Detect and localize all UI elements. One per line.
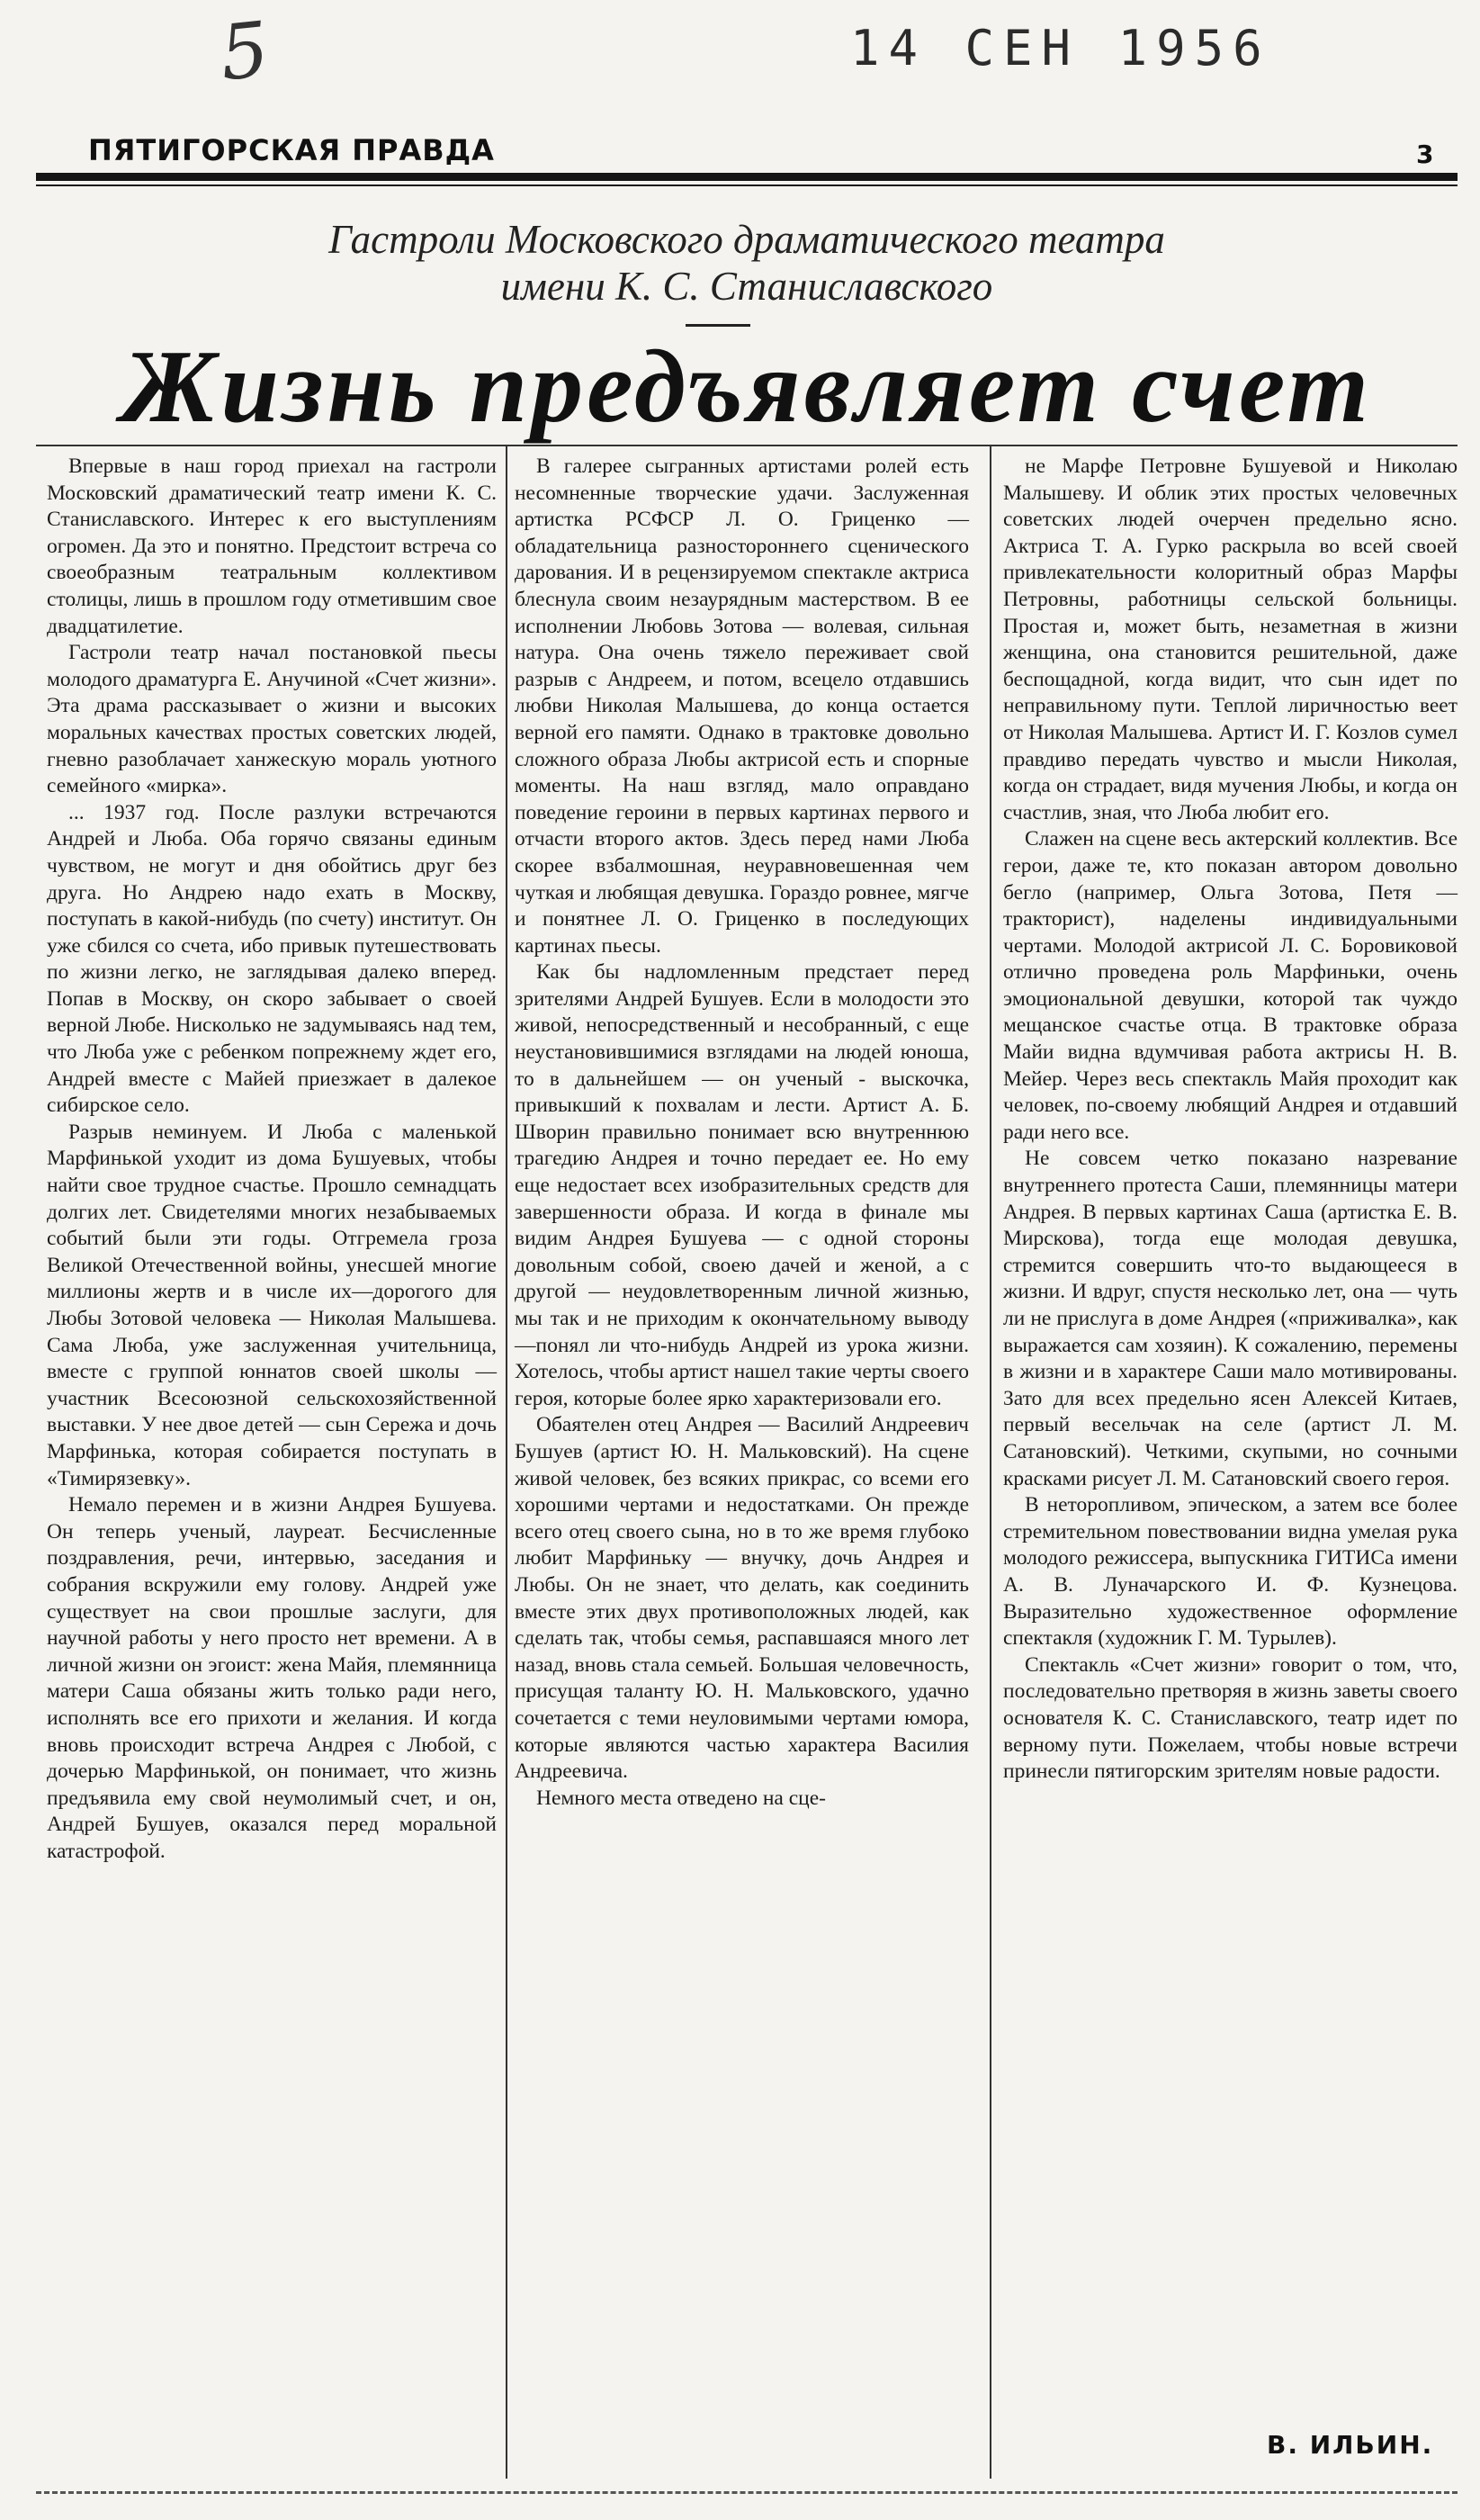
article-paragraph: Не совсем четко показано назревание внутреннего протеста Саши, племянницы матери Андрея. В первых картинах Саша (артистка Е. В. Мирскова), тогда еще молодая девушка, стремится совершить что-то выдающееся в жизни. И вдруг, спустя несколько лет, она — чуть ли не прислуга в доме Андрея («приживалка», как выражается сам хозяин). К сожалению, перемены в жизни и в характере Саши мало мотивированы. Зато для всех предельно ясен Алексей Китаев, первый весельчак на селе (артист Л. М. Сатановский). Четкими, скупыми, но сочными красками рисует Л. М. Сатановский своего героя. (1003, 1147, 1458, 1490)
article-paragraph: В галерее сыгранных артистами ролей есть несомненные творческие удачи. Заслуженная артистка РСФСР Л. О. Гриценко — обладательница разностороннего сценического дарования. И в рецензируемом спектакле актриса блеснула своим незаурядным мастерством. В ее исполнении Любовь Зотова — волевая, сильная натура. Она очень тяжело переживает свой разрыв с Андреем, и потом, всецело отдавшись любви Николая Малышева, до конца остается верной его памяти. Однако в трактовке довольно сложного образа Любы актрисой есть и спорные моменты. На наш взгляд, мало оправдано поведение героини в первых картинах первого и отчасти второго актов. Здесь перед нами Люба скорее взбалмошная, неуравновешенная чем чуткая и любящая девушка. Гораздо ровнее, мягче и понятнее Л. О. Гриценко в последующих картинах пьесы. (515, 454, 969, 958)
archive-number-mark: 5 (216, 4, 274, 98)
masthead-rule (36, 173, 1458, 181)
article-paragraph: Слажен на сцене весь актерский коллектив. Все герои, даже те, кто показан автором довольно бегло (например, Ольга Зотова, Петя — тракторист), наделены индивидуальными чертами. Молодой актрисой Л. С. Боровиковой отлично проведена роль Марфиньки, очень эмоциональной девушки, которой так чуждо мещанское счастье отца. В трактовке образа Майи видна вдумчивая работа актрисы Н. В. Мейер. Через весь спектакль Майя проходит как человек, по-своему любящий Андрея и отдавший ради него все. (1003, 827, 1458, 1144)
masthead-rule-thin (36, 184, 1458, 186)
article-headline: Жизнь предъявляет счет (121, 329, 1372, 445)
date-stamp: 14 СЕН 1956 (850, 20, 1271, 76)
page-number: 3 (1416, 140, 1434, 169)
newspaper-name: ПЯТИГОРСКАЯ ПРАВДА (88, 133, 495, 167)
article-column-1 (47, 454, 497, 1865)
article-paragraph: Как бы надломленным предстает перед зрителями Андрей Бушуев. Если в молодости это живой, непосредственный и несобранный, с еще неустановившимися взглядами на людей юноша, то в дальнейшем — он ученый - выскочка, привыкший к похвалам и лести. Артист А. Б. Шворин правильно понимает всю внутреннюю трагедию Андрея и точно передает ее. Но ему еще недостает всех изобразительных средств для завершенности образа. И когда в финале мы видим Андрея Бушуева — с одной стороны довольным собой, своею дачей и женой, а с другой — неудовлетворенным личной жизнью, мы так и не приходим к окончательному выводу—понял ли что-нибудь Андрей из урока жизни. Хотелось, чтобы артист нашел такие черты своего героя, которые более ярко характеризовали его. (515, 960, 969, 1410)
column-divider-2 (990, 446, 991, 2479)
bottom-decorative-rule (36, 2491, 1458, 2497)
article-paragraph: Гастроли театр начал постановкой пьесы молодого драматурга Е. Анучиной «Счет жизни». Эта драма рассказывает о жизни и высоких моральных качествах простых советских людей, гневно разоблачает ханжескую мораль уютного семейного «мирка». (47, 641, 497, 798)
article-paragraph: Обаятелен отец Андрея — Василий Андреевич Бушуев (артист Ю. Н. Мальковский). На сцене живой человек, без всяких прикрас, со всеми его хорошими чертами и недостатками. Он прежде всего отец своего сына, но в то же время глубоко любит Марфиньку — внучку, дочь Андрея и Любы. Он не знает, что делать, как соединить вместе этих двух противоположных людей, как сделать так, чтобы семья, распавшаяся много лет назад, вновь стала семьей. Большая человечность, присущая таланту Ю. Н. Мальковского, удачно сочетается с теми неуловимыми чертами юмора, которые являются частью характера Василия Андреевича. (515, 1413, 969, 1784)
article-paragraph: не Марфе Петровне Бушуевой и Николаю Малышеву. И облик этих простых человечных советских людей очерчен предельно ясно. Актриса Т. А. Гурко раскрыла во всей своей привлекательности колоритный образ Марфы Петровны, работницы сельской больницы. Простая и, может быть, незаметная в жизни женщина, она становится решительной, даже беспощадной, когда видит, что сын идет по неправильному пути. Теплой лиричностью веет от Николая Малышева. Артист И. Г. Козлов сумел правдиво передать чувство и мысли Николая, когда он страдает, видя мучения Любы, и когда он счастлив, зная, что Люба любит его. (1003, 454, 1458, 824)
article-paragraph: ... 1937 год. После разлуки встречаются Андрей и Люба. Оба горячо связаны единым чувством, не могут и дня обойтись друг без друга. Но Андрею надо ехать в Москву, поступать в какой-нибудь (по счету) институт. Он уже сбился со счета, ибо привык путешествовать по жизни легко, не заглядывая далеко вперед. Попав в Москву, он скоро забывает о своей верной Любе. Нисколько не задумываясь над тем, что Люба уже с ребенком попрежнему ждет его, Андрей вместе с Майей приезжает в далекое сибирское село. (47, 800, 497, 1118)
article-paragraph: Спектакль «Счет жизни» говорит о том, что, последовательно претворяя в жизнь заветы своего основателя К. С. Станиславского, театр идет по верному пути. Пожелаем, чтобы новые встречи принесли пятигорским зрителям новые радости. (1003, 1652, 1458, 1784)
column-divider-1 (506, 446, 507, 2479)
article-paragraph: Впервые в наш город приехал на гастроли Московский драматический театр имени К. С. Станиславского. Интерес к его выступлениям огромен. Да это и понятно. Предстоит встреча со своеобразным театральным коллективом столицы, лишь в прошлом году отметившим свое двадцатилетие. (47, 454, 497, 638)
article-paragraph: Немало перемен и в жизни Андрея Бушуева. Он теперь ученый, лауреат. Бесчисленные поздравления, речи, интервью, заседания и собрания вскружили ему голову. Андрей уже существует на свои прошлые заслуги, для научной работы у него просто нет времени. А в личной жизни он эгоист: жена Майя, племянница матери Саша обязаны жить только ради него, исполнять все его прихоти и желания. И когда вновь происходит встреча Андрея с Любой, с дочерью Марфинькой, он понимает, что жизнь предъявила ему свой неумолимый счет, и он, Андрей Бушуев, оказался перед моральной катастрофой. (47, 1493, 497, 1863)
author-signature: В. ИЛЬИН. (1267, 2430, 1434, 2460)
article-column-2 (515, 454, 969, 1812)
article-kicker (135, 216, 1359, 310)
article-paragraph: Немного места отведено на сце- (536, 1786, 826, 1810)
columns-top-rule (36, 445, 1458, 446)
kicker-line-2: имени К. С. Станиславского (500, 264, 993, 309)
article-paragraph: В неторопливом, эпическом, а затем все более стремительном повествовании видна умелая рука молодого режиссера, выпускника ГИТИСа имени А. В. Луначарского И. Ф. Кузнецова. Выразительно художественное оформление спектакля (художник Г. М. Турылев). (1003, 1493, 1458, 1651)
kicker-line-1: Гастроли Московского драматического театра (328, 217, 1165, 262)
article-paragraph: Разрыв неминуем. И Люба с маленькой Марфинькой уходит из дома Бушуевых, чтобы найти свое трудное счастье. Прошло семнадцать долгих лет. Свидетелями многих незабываемых событий были эти годы. Отгремела гроза Великой Отечественной войны, унесшей многие миллионы жертв и в числе их—дорогого для Любы Зотовой человека — Николая Малышева. Сама Люба, уже заслуженная учительница, вместе с группой юннатов своей школы — участник Всесоюзной сельскохозяйственной выставки. У нее двое детей — сын Сережа и дочь Марфинька, которая собирается поступать в «Тимирязевку». (47, 1120, 497, 1490)
article-column-3 (1003, 454, 1458, 1786)
